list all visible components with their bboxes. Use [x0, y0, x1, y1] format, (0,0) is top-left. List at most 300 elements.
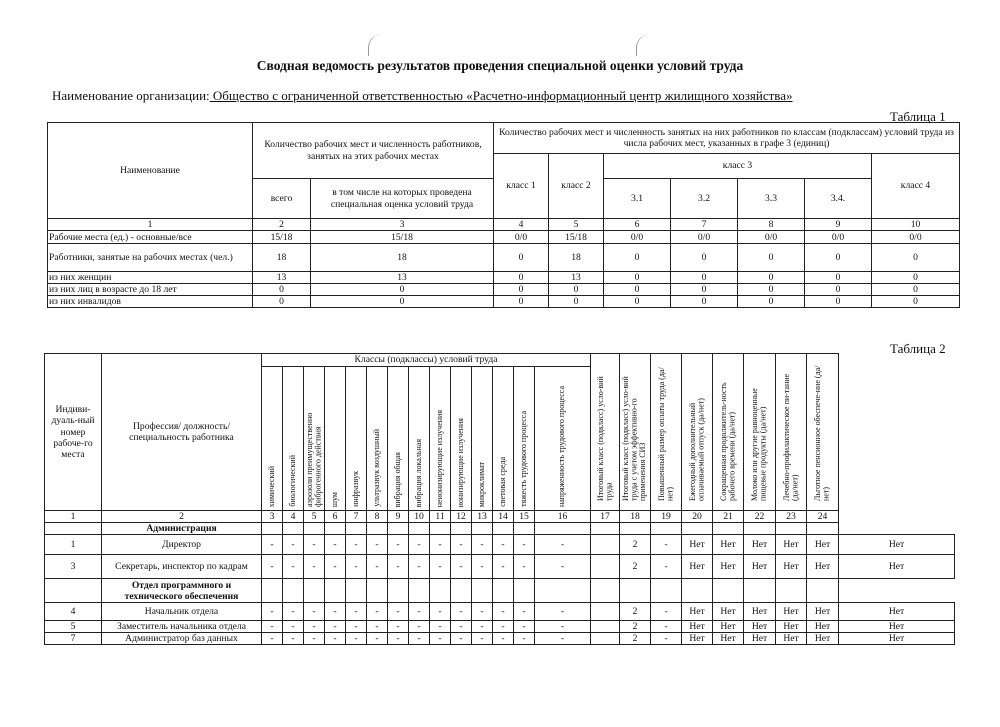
- t2-header-factor: [493, 367, 514, 511]
- t1-row-label: из них лиц в возрасте до 18 лет: [48, 284, 253, 296]
- t2-factor-cell: -: [388, 555, 409, 579]
- t2-factor-cell: -: [451, 621, 472, 633]
- t2-factor-cell: -: [262, 535, 283, 555]
- t2-benefit-cell: Нет: [713, 633, 744, 645]
- t2-factor-cell: -: [325, 535, 346, 555]
- t2-factor-cell: -: [325, 555, 346, 579]
- t1-cell: 0/0: [738, 231, 805, 244]
- t2-factor-cell: -: [493, 555, 514, 579]
- t1-row: [48, 244, 960, 272]
- t2-factor-cell: -: [262, 555, 283, 579]
- t2-extra-label: Повышенный размер оплаты труда (да/нет): [656, 366, 675, 501]
- t2-total-class: 2: [620, 603, 651, 621]
- t2-benefit-cell: Нет: [744, 535, 776, 555]
- t1-cell: 15/18: [311, 231, 494, 244]
- t2-factor-cell: -: [409, 621, 430, 633]
- t2-cell: [535, 579, 591, 603]
- t2-cell: [472, 523, 493, 535]
- t2-cell: [776, 523, 807, 535]
- t2-cell: [620, 579, 651, 603]
- t2-benefit-cell: Нет: [839, 621, 955, 633]
- t2-cell: [744, 579, 776, 603]
- t2-benefit-cell: Нет: [682, 555, 713, 579]
- t1-col-number: 4: [494, 219, 549, 231]
- t2-column-numbers: [45, 511, 955, 523]
- t1-cell: 0: [738, 296, 805, 308]
- t2-factor-cell: -: [535, 603, 591, 621]
- t2-extra-label: Сокращенная продолжитель-ность рабочего времени (да/нет): [718, 381, 737, 501]
- t2-cell: [346, 579, 367, 603]
- t2-header-factor: [304, 367, 325, 511]
- t1-cell: 0: [738, 244, 805, 272]
- t1-col-number: 2: [253, 219, 311, 231]
- t2-factor-cell: -: [367, 621, 388, 633]
- t2-header-factor: [283, 367, 304, 511]
- t2-factor-cell: -: [388, 621, 409, 633]
- t2-cell: [367, 579, 388, 603]
- t2-cell: [591, 523, 620, 535]
- t2-factor-label: химический: [266, 465, 276, 507]
- t1-cell: 0: [549, 284, 604, 296]
- t2-factor-cell: -: [388, 633, 409, 645]
- t1-cell: 0: [805, 296, 872, 308]
- t2-row: [45, 621, 955, 633]
- t1-cell: 0/0: [494, 231, 549, 244]
- t2-cell: [451, 523, 472, 535]
- t2-row: [45, 603, 955, 621]
- t2-factor-cell: -: [346, 603, 367, 621]
- t2-factor-cell: -: [283, 633, 304, 645]
- t2-header-extra: [591, 354, 620, 511]
- t2-cell: [651, 523, 682, 535]
- t2-cell: [472, 579, 493, 603]
- t1-header-group2: Количество рабочих мест и численность занятых на них работников по классам (подклассам) условий труда из числа рабочих мест, указанных в графе 3 (единиц): [494, 123, 960, 154]
- t2-col-number: 16: [535, 511, 591, 523]
- t1-cell: 18: [311, 244, 494, 272]
- t2-cell: [262, 579, 283, 603]
- t1-cell: 0: [805, 284, 872, 296]
- t1-cell: 0: [671, 296, 738, 308]
- t2-factor-cell: -: [472, 555, 493, 579]
- t2-position-name: Начальник отдела: [102, 603, 262, 621]
- t1-header-name: Наименование: [48, 123, 253, 219]
- t2-cell: [283, 579, 304, 603]
- t2-benefit-cell: Нет: [713, 621, 744, 633]
- t2-header-factor: [409, 367, 430, 511]
- t2-col-number: 10: [409, 511, 430, 523]
- t1-cell: 0: [253, 284, 311, 296]
- t1-row: [48, 272, 960, 284]
- t2-ppe-class: -: [651, 535, 682, 555]
- t1-cell: 0: [872, 296, 960, 308]
- t1-col-number: 3: [311, 219, 494, 231]
- t2-benefit-cell: Нет: [744, 555, 776, 579]
- t2-total-class: 2: [620, 535, 651, 555]
- t2-factor-cell: -: [451, 555, 472, 579]
- t2-cell: [262, 523, 283, 535]
- t2-benefit-cell: Нет: [807, 633, 839, 645]
- table1-label: Таблица 1: [890, 109, 946, 124]
- t2-factor-cell: -: [514, 603, 535, 621]
- t2-cell: [776, 579, 807, 603]
- t2-factor-cell: -: [346, 633, 367, 645]
- t2-cell: [409, 523, 430, 535]
- t2-workplace-number: 1: [45, 535, 102, 555]
- t2-factor-cell: -: [409, 535, 430, 555]
- t2-factor-cell: -: [262, 603, 283, 621]
- t2-header-classes: Классы (подклассы) условий труда: [262, 354, 591, 367]
- t2-col-number: 15: [514, 511, 535, 523]
- t2-benefit-cell: Нет: [839, 603, 955, 621]
- t2-factor-cell: -: [430, 633, 451, 645]
- t2-position-name: Администратор баз данных: [102, 633, 262, 645]
- t1-body: [48, 231, 960, 308]
- t2-benefit-cell: Нет: [776, 535, 807, 555]
- t2-header-extra: [807, 354, 839, 511]
- t2-col-number: 17: [591, 511, 620, 523]
- t2-factor-cell: -: [346, 555, 367, 579]
- t2-factor-cell: -: [493, 535, 514, 555]
- t2-header-factor: [514, 367, 535, 511]
- t2-benefit-cell: Нет: [807, 603, 839, 621]
- t2-factor-label: шум: [329, 491, 339, 507]
- t1-cell: 0: [872, 284, 960, 296]
- t2-benefit-cell: Нет: [744, 633, 776, 645]
- t2-cell: [493, 523, 514, 535]
- t2-position-name: Секретарь, инспектор по кадрам: [102, 555, 262, 579]
- t2-cell: [283, 523, 304, 535]
- t2-factor-cell: -: [514, 535, 535, 555]
- t2-col-number: 14: [493, 511, 514, 523]
- t2-factor-cell: -: [304, 633, 325, 645]
- t1-cell: 0: [671, 284, 738, 296]
- t1-row: [48, 296, 960, 308]
- t2-factor-label: вибрация общая: [392, 451, 402, 507]
- t2-extra-label: Итоговый класс (подкласс) усло-вий труда: [595, 375, 614, 501]
- t1-cell: 13: [253, 272, 311, 284]
- t2-header-extra: [744, 354, 776, 511]
- t2-cell: [713, 579, 744, 603]
- t2-benefit-cell: Нет: [776, 621, 807, 633]
- t2-factor-label: световая среда: [497, 457, 507, 507]
- t2-benefit-cell: Нет: [776, 555, 807, 579]
- t1-cell: 18: [549, 244, 604, 272]
- t2-factor-cell: -: [325, 633, 346, 645]
- t1-row-label: Работники, занятые на рабочих местах (чел.): [48, 244, 253, 272]
- t2-cell: [409, 579, 430, 603]
- t2-cell: [367, 523, 388, 535]
- t1-header-3-2: 3.2: [671, 179, 738, 219]
- t2-empty-cell: [591, 555, 620, 579]
- t2-factor-cell: -: [430, 555, 451, 579]
- t1-col-number: 9: [805, 219, 872, 231]
- t2-cell: [535, 523, 591, 535]
- t2-section-row: [45, 579, 955, 603]
- t1-cell: 0/0: [872, 231, 960, 244]
- t1-cell: 0: [604, 244, 671, 272]
- t2-col-number: 7: [346, 511, 367, 523]
- t2-benefit-cell: Нет: [807, 555, 839, 579]
- document-title: Сводная ведомость результатов проведения специальной оценки условий труда: [256, 58, 744, 73]
- t2-header-profession: Профессия/ должность/ специальность работника: [102, 354, 262, 511]
- t2-section-row: [45, 523, 955, 535]
- t1-cell: 0: [604, 284, 671, 296]
- t2-col-number: 1: [45, 511, 102, 523]
- t2-cell: [304, 579, 325, 603]
- t2-factor-label: микроклимат: [476, 461, 486, 507]
- punch-mark: [636, 34, 651, 56]
- t2-factor-cell: -: [367, 535, 388, 555]
- t2-factor-cell: -: [388, 603, 409, 621]
- t2-benefit-cell: Нет: [713, 555, 744, 579]
- t1-cell: 0: [872, 272, 960, 284]
- t2-header-factor: [367, 367, 388, 511]
- t2-factor-label: ультразвук воздушный: [371, 429, 381, 507]
- t2-empty-cell: [591, 603, 620, 621]
- summary-table: [47, 122, 960, 308]
- t2-row: [45, 633, 955, 645]
- t2-col-number: 18: [620, 511, 651, 523]
- t2-factor-cell: -: [304, 603, 325, 621]
- t2-benefit-cell: Нет: [776, 633, 807, 645]
- t2-header-extra: [682, 354, 713, 511]
- t2-factor-cell: -: [304, 621, 325, 633]
- t2-factor-cell: -: [535, 535, 591, 555]
- t2-factor-cell: -: [367, 633, 388, 645]
- t2-cell: [45, 523, 102, 535]
- t1-cell: 0: [872, 244, 960, 272]
- t2-empty-cell: [591, 621, 620, 633]
- t2-factor-label: инфразвук: [350, 471, 360, 507]
- t2-cell: [807, 579, 839, 603]
- t2-factor-cell: -: [367, 603, 388, 621]
- t2-position-name: Заместитель начальника отдела: [102, 621, 262, 633]
- t2-factor-cell: -: [535, 555, 591, 579]
- t2-header-factor: [346, 367, 367, 511]
- t2-factor-label: напряженность трудового процесса: [557, 385, 567, 507]
- t2-factor-cell: -: [304, 555, 325, 579]
- t2-extra-label: Льготное пенсионное обеспече-ние (да/нет): [813, 365, 831, 501]
- t2-cell: [493, 579, 514, 603]
- t2-cell: [514, 579, 535, 603]
- t2-benefit-cell: Нет: [744, 603, 776, 621]
- t2-cell: [388, 579, 409, 603]
- t1-row-label: Рабочие места (ед.) - основные/все: [48, 231, 253, 244]
- t2-benefit-cell: Нет: [839, 555, 955, 579]
- t2-factor-cell: -: [367, 555, 388, 579]
- t2-factor-cell: -: [325, 603, 346, 621]
- t2-factor-cell: -: [451, 535, 472, 555]
- t2-factor-label: биологический: [287, 455, 297, 507]
- t2-col-number: 2: [102, 511, 262, 523]
- t2-workplace-number: 3: [45, 555, 102, 579]
- t2-total-class: 2: [620, 555, 651, 579]
- t2-cell: [744, 523, 776, 535]
- t2-cell: [430, 579, 451, 603]
- t2-factor-cell: -: [283, 535, 304, 555]
- t1-header-3-4: 3.4.: [805, 179, 872, 219]
- t1-cell: 0: [604, 272, 671, 284]
- t2-factor-cell: -: [514, 621, 535, 633]
- t2-cell: [713, 523, 744, 535]
- t1-col-number: 1: [48, 219, 253, 231]
- t2-body: [45, 523, 955, 645]
- t2-col-number: 12: [451, 511, 472, 523]
- t2-factor-cell: -: [346, 535, 367, 555]
- t2-total-class: 2: [620, 621, 651, 633]
- t2-cell: [682, 523, 713, 535]
- t1-column-numbers: [48, 219, 960, 231]
- t2-ppe-class: -: [651, 555, 682, 579]
- t1-header-class4: класс 4: [872, 154, 960, 219]
- t2-factor-label: неионизирующие излучения: [434, 409, 444, 507]
- t2-factor-cell: -: [409, 555, 430, 579]
- t2-benefit-cell: Нет: [682, 621, 713, 633]
- t2-factor-label: тяжесть трудового процесса: [518, 411, 528, 507]
- t2-factor-cell: -: [283, 621, 304, 633]
- t2-cell: [45, 579, 102, 603]
- t2-benefit-cell: Нет: [713, 535, 744, 555]
- t2-header-factor: [388, 367, 409, 511]
- t2-col-number: 9: [388, 511, 409, 523]
- t1-header-3-3: 3.3: [738, 179, 805, 219]
- t2-col-number: 23: [776, 511, 807, 523]
- t2-factor-label: ионизирующие излучения: [455, 417, 465, 507]
- t1-header-all: всего: [253, 179, 311, 219]
- t2-header-factor: [262, 367, 283, 511]
- t2-factor-cell: -: [304, 535, 325, 555]
- workplace-table: [44, 353, 955, 645]
- t2-factor-cell: -: [514, 555, 535, 579]
- t2-cell: [346, 523, 367, 535]
- t1-row-label: из них инвалидов: [48, 296, 253, 308]
- organization-line: [52, 88, 793, 104]
- t2-section-title: Отдел программного и технического обеспечения: [102, 579, 262, 603]
- t2-factor-cell: -: [409, 633, 430, 645]
- t2-factor-cell: -: [472, 633, 493, 645]
- t1-cell: 0/0: [671, 231, 738, 244]
- t2-empty-cell: [591, 633, 620, 645]
- t2-factor-cell: -: [493, 621, 514, 633]
- t2-header-extra: [713, 354, 744, 511]
- t2-benefit-cell: Нет: [807, 535, 839, 555]
- t2-extra-label: Лечебно-профилактическое пи-тание (да/нет): [781, 373, 800, 501]
- t1-header-class2: класс 2: [549, 154, 604, 219]
- t1-cell: 0: [549, 296, 604, 308]
- t2-col-number: 3: [262, 511, 283, 523]
- t2-ppe-class: -: [651, 603, 682, 621]
- t2-header-extra: [620, 354, 651, 511]
- t2-col-number: 21: [713, 511, 744, 523]
- t2-workplace-number: 5: [45, 621, 102, 633]
- t2-factor-cell: -: [283, 603, 304, 621]
- t2-benefit-cell: Нет: [776, 603, 807, 621]
- t1-header-incl: в том числе на которых проведена специальная оценка условий труда: [311, 179, 494, 219]
- t1-cell: 0: [738, 272, 805, 284]
- t2-benefit-cell: Нет: [839, 633, 955, 645]
- t2-cell: [325, 579, 346, 603]
- t1-cell: 13: [311, 272, 494, 284]
- t2-benefit-cell: Нет: [713, 603, 744, 621]
- t2-benefit-cell: Нет: [807, 621, 839, 633]
- t2-col-number: 13: [472, 511, 493, 523]
- t2-factor-cell: -: [430, 621, 451, 633]
- t2-header-factor: [325, 367, 346, 511]
- t1-col-number: 5: [549, 219, 604, 231]
- t1-cell: 0: [494, 284, 549, 296]
- table2-label: Таблица 2: [890, 341, 946, 356]
- t1-cell: 0: [494, 244, 549, 272]
- t2-col-number: 4: [283, 511, 304, 523]
- t1-row-label: из них женщин: [48, 272, 253, 284]
- t2-cell: [620, 523, 651, 535]
- t1-row: [48, 284, 960, 296]
- t2-extra-label: Ежегодный дополнительный оплачиваемый отпуск (да/нет): [687, 397, 706, 501]
- t2-factor-cell: -: [493, 603, 514, 621]
- org-value: Общество с ограниченной ответственностью «Расчетно-информационный центр жилищного хозяйства»: [209, 88, 793, 103]
- t1-cell: 13: [549, 272, 604, 284]
- t1-cell: 0: [604, 296, 671, 308]
- t2-workplace-number: 7: [45, 633, 102, 645]
- t2-factor-cell: -: [388, 535, 409, 555]
- t2-col-number: 24: [807, 511, 839, 523]
- t2-col-number: 11: [430, 511, 451, 523]
- t2-factor-label: аэрозоли преимущественно фиброгенного действия: [304, 412, 322, 507]
- t1-col-number: 10: [872, 219, 960, 231]
- t2-ppe-class: -: [651, 633, 682, 645]
- t2-factor-cell: -: [430, 535, 451, 555]
- t2-col-number: 20: [682, 511, 713, 523]
- t1-cell: 0: [805, 272, 872, 284]
- t2-benefit-cell: Нет: [682, 603, 713, 621]
- t2-factor-cell: -: [409, 603, 430, 621]
- t2-cell: [451, 579, 472, 603]
- t1-col-number: 8: [738, 219, 805, 231]
- t2-cell: [325, 523, 346, 535]
- t2-factor-cell: -: [472, 535, 493, 555]
- t2-col-number: 6: [325, 511, 346, 523]
- t2-row: [45, 555, 955, 579]
- t2-extra-label: Молоко или другие равноценные пищевые продукты (да/нет): [750, 387, 768, 501]
- t2-cell: [514, 523, 535, 535]
- t2-empty-cell: [591, 535, 620, 555]
- t2-benefit-cell: Нет: [839, 535, 955, 555]
- t2-factor-cell: -: [514, 633, 535, 645]
- t1-cell: 0: [738, 284, 805, 296]
- t2-ppe-class: -: [651, 621, 682, 633]
- t1-cell: 0: [671, 244, 738, 272]
- t2-factor-label: вибрация локальная: [413, 438, 423, 507]
- t1-cell: 18: [253, 244, 311, 272]
- t2-factor-cell: -: [472, 603, 493, 621]
- t2-factor-cell: -: [493, 633, 514, 645]
- t1-col-number: 6: [604, 219, 671, 231]
- t1-cell: 15/18: [253, 231, 311, 244]
- t2-factor-cell: -: [451, 603, 472, 621]
- t2-cell: [304, 523, 325, 535]
- t2-header-factor: [430, 367, 451, 511]
- t2-benefit-cell: Нет: [744, 621, 776, 633]
- t2-col-number: 5: [304, 511, 325, 523]
- t2-factor-cell: -: [262, 633, 283, 645]
- t2-factor-cell: -: [472, 621, 493, 633]
- t2-position-name: Директор: [102, 535, 262, 555]
- t2-cell: [807, 523, 839, 535]
- t2-factor-cell: -: [535, 621, 591, 633]
- t1-cell: 0: [494, 272, 549, 284]
- t1-header-3-1: 3.1: [604, 179, 671, 219]
- t2-factor-cell: -: [346, 621, 367, 633]
